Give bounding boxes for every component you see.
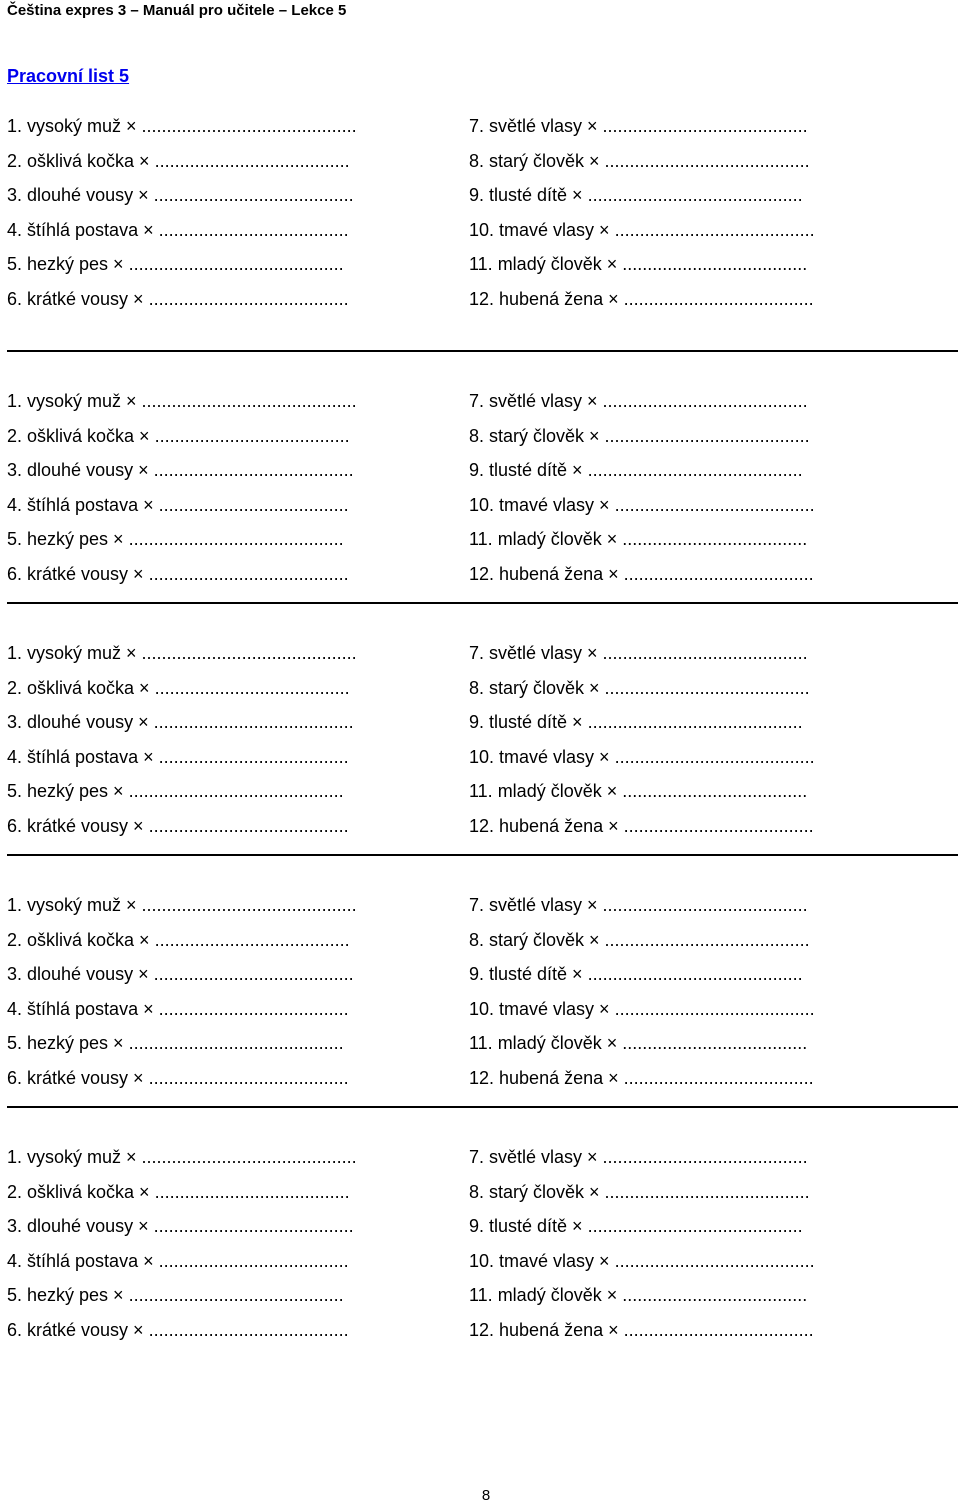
exercise-item-right: 10. tmavé vlasy × ........................................ xyxy=(469,220,815,240)
exercise-item-right: 11. mladý člověk × ..................................... xyxy=(469,254,808,274)
exercise-item-left: 1. vysoký muž × ........................................... xyxy=(7,116,357,136)
exercise-item-right: 12. hubená žena × ...................................... xyxy=(469,1320,814,1340)
exercise-item-left: 6. krátké vousy × ........................................ xyxy=(7,816,349,836)
exercise-item-right: 8. starý člověk × ......................................... xyxy=(469,151,810,171)
exercise-item-left: 1. vysoký muž × ........................................... xyxy=(7,643,357,663)
exercise-item-right: 8. starý člověk × ......................................... xyxy=(469,930,810,950)
exercise-item-left: 6. krátké vousy × ........................................ xyxy=(7,1068,349,1088)
exercise-item-left: 4. štíhlá postava × ...................................... xyxy=(7,747,349,767)
exercise-item-left: 2. ošklivá kočka × ....................................... xyxy=(7,151,350,171)
section-divider xyxy=(7,1106,958,1108)
exercise-item-right: 11. mladý člověk × ..................................... xyxy=(469,1285,808,1305)
exercise-item-right: 7. světlé vlasy × ......................................... xyxy=(469,116,808,136)
exercise-item-left: 5. hezký pes × ........................................... xyxy=(7,1033,344,1053)
exercise-item-right: 10. tmavé vlasy × ........................................ xyxy=(469,1251,815,1271)
exercise-item-left: 5. hezký pes × ........................................... xyxy=(7,254,344,274)
exercise-item-left: 2. ošklivá kočka × ....................................... xyxy=(7,930,350,950)
exercise-item-left: 3. dlouhé vousy × ........................................ xyxy=(7,185,354,205)
exercise-item-right: 7. světlé vlasy × ......................................... xyxy=(469,895,808,915)
exercise-item-right: 12. hubená žena × ...................................... xyxy=(469,564,814,584)
exercise-item-left: 6. krátké vousy × ........................................ xyxy=(7,564,349,584)
exercise-item-right: 12. hubená žena × ...................................... xyxy=(469,816,814,836)
exercise-item-right: 10. tmavé vlasy × ........................................ xyxy=(469,747,815,767)
exercise-item-left: 6. krátké vousy × ........................................ xyxy=(7,1320,349,1340)
exercise-item-left: 5. hezký pes × ........................................... xyxy=(7,1285,344,1305)
exercise-item-right: 8. starý člověk × ......................................... xyxy=(469,426,810,446)
exercise-item-right: 11. mladý člověk × ..................................... xyxy=(469,529,808,549)
section-divider xyxy=(7,350,958,352)
section-divider xyxy=(7,854,958,856)
exercise-item-right: 8. starý člověk × ......................................... xyxy=(469,1182,810,1202)
exercise-item-right: 9. tlusté dítě × ........................................... xyxy=(469,460,803,480)
exercise-item-left: 3. dlouhé vousy × ........................................ xyxy=(7,964,354,984)
exercise-item-right: 7. světlé vlasy × ......................................... xyxy=(469,1147,808,1167)
section-divider xyxy=(7,602,958,604)
exercise-item-left: 1. vysoký muž × ........................................... xyxy=(7,895,357,915)
exercise-item-left: 4. štíhlá postava × ...................................... xyxy=(7,1251,349,1271)
exercise-item-left: 4. štíhlá postava × ...................................... xyxy=(7,220,349,240)
exercise-item-right: 11. mladý člověk × ..................................... xyxy=(469,781,808,801)
exercise-item-left: 2. ošklivá kočka × ....................................... xyxy=(7,426,350,446)
exercise-item-left: 3. dlouhé vousy × ........................................ xyxy=(7,712,354,732)
exercise-item-left: 3. dlouhé vousy × ........................................ xyxy=(7,460,354,480)
exercise-item-left: 4. štíhlá postava × ...................................... xyxy=(7,495,349,515)
exercise-item-left: 5. hezký pes × ........................................... xyxy=(7,529,344,549)
exercise-item-left: 5. hezký pes × ........................................... xyxy=(7,781,344,801)
exercise-item-left: 1. vysoký muž × ........................................... xyxy=(7,1147,357,1167)
exercise-item-left: 6. krátké vousy × ........................................ xyxy=(7,289,349,309)
exercise-item-right: 10. tmavé vlasy × ........................................ xyxy=(469,495,815,515)
exercise-item-right: 9. tlusté dítě × ........................................... xyxy=(469,712,803,732)
exercise-item-left: 1. vysoký muž × ........................................... xyxy=(7,391,357,411)
exercise-item-right: 10. tmavé vlasy × ........................................ xyxy=(469,999,815,1019)
exercise-item-right: 9. tlusté dítě × ........................................... xyxy=(469,964,803,984)
exercise-item-right: 9. tlusté dítě × ........................................... xyxy=(469,1216,803,1236)
exercise-item-right: 8. starý člověk × ......................................... xyxy=(469,678,810,698)
exercise-item-left: 3. dlouhé vousy × ........................................ xyxy=(7,1216,354,1236)
exercise-item-left: 4. štíhlá postava × ...................................... xyxy=(7,999,349,1019)
exercise-item-right: 9. tlusté dítě × ........................................... xyxy=(469,185,803,205)
worksheet-title: Pracovní list 5 xyxy=(7,66,130,86)
exercise-item-right: 7. světlé vlasy × ......................................... xyxy=(469,391,808,411)
exercise-item-left: 2. ošklivá kočka × ....................................... xyxy=(7,1182,350,1202)
exercise-item-right: 12. hubená žena × ...................................... xyxy=(469,289,814,309)
exercise-item-right: 7. světlé vlasy × ......................................... xyxy=(469,643,808,663)
running-header: Čeština expres 3 – Manuál pro učitele – Lekce 5 xyxy=(7,2,347,19)
exercise-item-left: 2. ošklivá kočka × ....................................... xyxy=(7,678,350,698)
exercise-item-right: 11. mladý člověk × ..................................... xyxy=(469,1033,808,1053)
page-number: 8 xyxy=(481,1487,491,1504)
exercise-item-right: 12. hubená žena × ...................................... xyxy=(469,1068,814,1088)
